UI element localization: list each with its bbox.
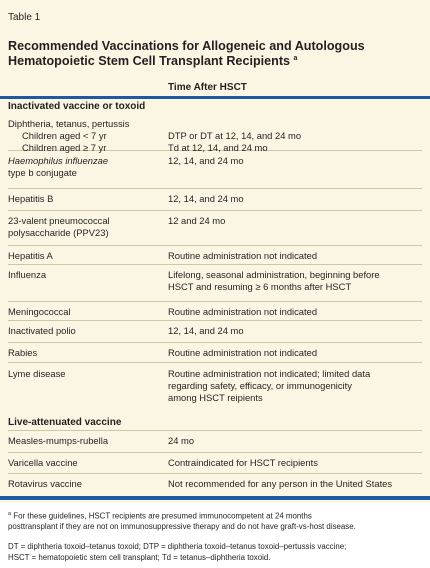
footnote-line: $^a$ For these guidelines, HSCT recipients are presumed immunocompetent at 24 months [8,511,312,521]
row-separator [8,342,422,343]
vaccine-name: Hepatitis B [8,193,54,204]
row-separator [8,301,422,302]
time-after-hsct: Routine administration not indicated [168,306,318,317]
time-after-hsct: Not recommended for any person in the United States [168,478,393,489]
row-separator [8,245,422,246]
row-separator [8,430,422,431]
row-separator [8,452,422,453]
table-label: Table 1 [8,12,41,23]
footnote-line: posttransplant if they are not on immunosuppressive therapy and do not have graft-vs-host disease. [8,522,356,532]
column-header-time: Time After HSCT [168,82,247,93]
vaccine-name: Haemophilus influenzae type b conjugate [8,155,109,178]
abbreviation-line: HSCT = hematopoietic stem cell transplant; Td = tetanus–diphtheria toxoid. [8,552,271,562]
time-after-hsct: 12, 14, and 24 mo [168,193,244,204]
vaccine-name: Varicella vaccine [8,457,78,468]
vaccine-name: Rotavirus vaccine [8,478,82,489]
row-separator [8,473,422,474]
time-after-hsct: Lifelong, seasonal administration, beginning before HSCT and resuming ≥ 6 months after HSCT [168,269,380,292]
row-separator [8,188,422,189]
vaccine-name: Lyme disease [8,368,66,379]
time-after-hsct: Routine administration not indicated [168,347,318,358]
vaccine-name: Measles-mumps-rubella [8,435,109,446]
row-separator [8,320,422,321]
vaccine-name: Diphtheria, tetanus, pertussis Children aged < 7 yr Children aged ≥ 7 yr [8,118,130,153]
vaccine-name: Rabies [8,347,38,358]
footnote [8,509,422,533]
vaccine-name: Influenza [8,269,47,280]
title-text: Recommended Vaccinations for Allogeneic and Autologous Hematopoietic Stem Cell Transplant Recipients [8,39,365,68]
abbreviations [8,542,422,563]
row-separator [8,264,422,265]
time-after-hsct: DTP or DT at 12, 14, and 24 mo Td at 12, 14, and 24 mo [168,130,302,153]
title-footnote-marker: a [293,54,298,62]
section-heading: Live-attenuated vaccine [8,417,122,428]
time-after-hsct: 24 mo [168,435,195,446]
time-after-hsct: Routine administration not indicated [168,250,318,261]
bottom-rule [0,496,430,500]
footnote-marker: a [8,511,12,517]
top-rule [0,96,430,99]
time-after-hsct: Routine administration not indicated; limited data regarding safety, efficacy, or immunogenicity among HSCT reipients [168,368,371,403]
vaccine-name: Meningococcal [8,306,71,317]
vaccine-name: 23-valent pneumococcal polysaccharide (PPV23) [8,215,110,238]
abbreviation-line: DT = diphtheria toxoid–tetanus toxoid; DTP = diphtheria toxoid–tetanus toxoid–pertussis vaccine; [8,542,347,551]
time-after-hsct: 12 and 24 mo [168,215,226,226]
vaccine-name: Hepatitis A [8,250,53,261]
time-after-hsct: Contraindicated for HSCT recipients [168,457,318,468]
vaccine-name: Inactivated polio [8,325,76,336]
time-after-hsct: 12, 14, and 24 mo [168,155,244,166]
table-title [8,39,424,69]
time-after-hsct: 12, 14, and 24 mo [168,325,244,336]
section-heading: Inactivated vaccine or toxoid [8,101,146,112]
row-separator [8,210,422,211]
row-separator [8,362,422,363]
